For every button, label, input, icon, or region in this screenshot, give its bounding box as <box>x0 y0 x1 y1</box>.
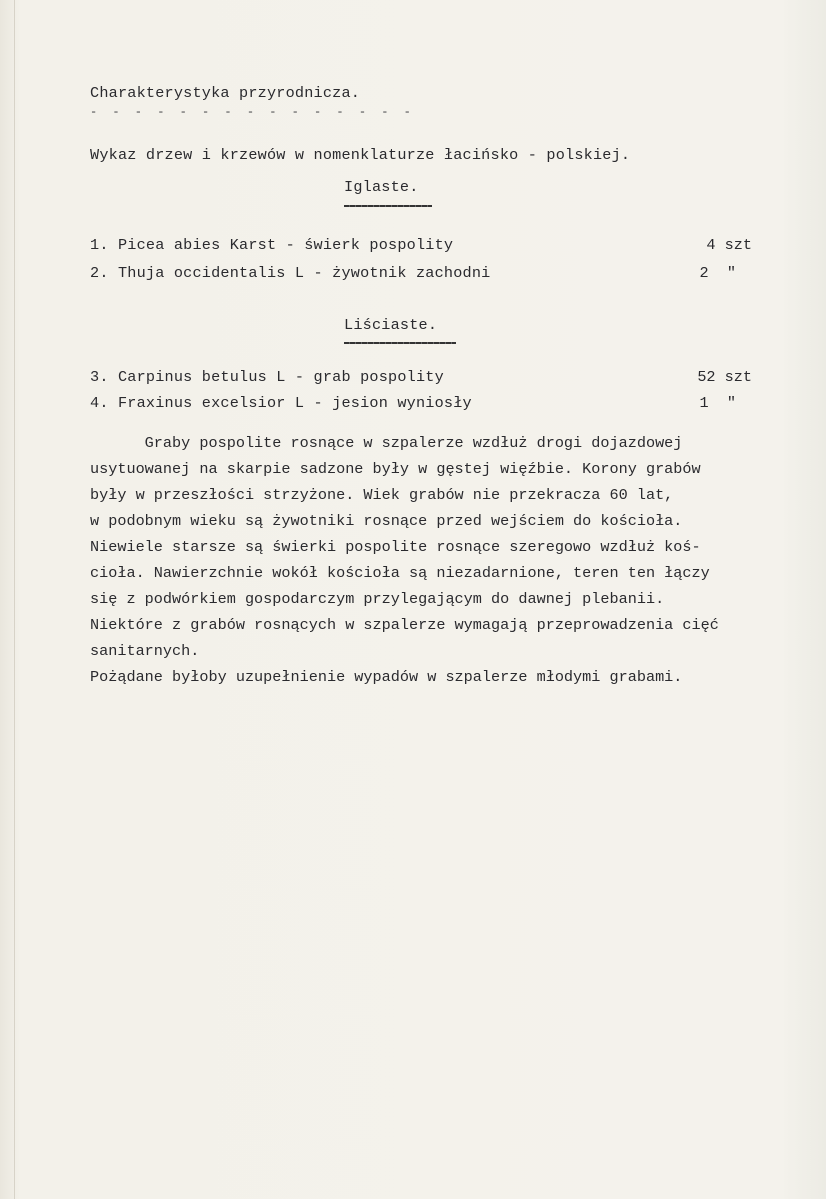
paragraph-line: Niektóre z grabów rosnących w szpalerze wymagają przeprowadzenia cięć <box>90 616 719 634</box>
paragraph-line: usytuowanej na skarpie sadzone były w gęstej więźbie. Korony grabów <box>90 460 701 478</box>
list-item-qty: 2 " <box>699 264 736 282</box>
section-underline-iglaste <box>344 205 432 207</box>
paragraph-line: się z podwórkiem gospodarczym przylegającym do dawnej plebanii. <box>90 590 665 608</box>
list-item-qty: 1 " <box>699 394 736 412</box>
section-underline-lisciaste <box>344 342 456 344</box>
paragraph-line: Pożądane byłoby uzupełnienie wypadów w szpalerze młodymi grabami. <box>90 668 683 686</box>
paragraph-line: Niewiele starsze są świerki pospolite rosnące szeregowo wzdłuż koś- <box>90 538 701 556</box>
heading-underline: - - - - - - - - - - - - - - - <box>90 105 415 119</box>
paragraph-line: w podobnym wieku są żywotniki rosnące przed wejściem do kościoła. <box>90 512 683 530</box>
list-item: 4. Fraxinus excelsior L - jesion wyniosły <box>90 394 472 412</box>
section-title-iglaste: Iglaste. <box>344 178 419 196</box>
list-item-qty: 52 szt <box>697 368 752 386</box>
paragraph-line: cioła. Nawierzchnie wokół kościoła są niezadarnione, teren ten łączy <box>90 564 710 582</box>
section-title-lisciaste: Liściaste. <box>344 316 438 334</box>
paragraph-line: były w przeszłości strzyżone. Wiek grabów nie przekracza 60 lat, <box>90 486 674 504</box>
list-item: 2. Thuja occidentalis L - żywotnik zachodni <box>90 264 491 282</box>
list-item: 3. Carpinus betulus L - grab pospolity <box>90 368 444 386</box>
list-item: 1. Picea abies Karst - świerk pospolity <box>90 236 454 254</box>
paragraph-line: Graby pospolite rosnące w szpalerze wzdłuż drogi dojazdowej <box>90 434 683 452</box>
list-item-qty: 4 szt <box>706 236 752 254</box>
document-heading: Charakterystyka przyrodnicza. <box>90 84 361 102</box>
page-edge-line <box>14 0 15 1199</box>
paragraph-line: sanitarnych. <box>90 642 200 660</box>
intro-line: Wykaz drzew i krzewów w nomenklaturze łacińsko - polskiej. <box>90 146 631 164</box>
